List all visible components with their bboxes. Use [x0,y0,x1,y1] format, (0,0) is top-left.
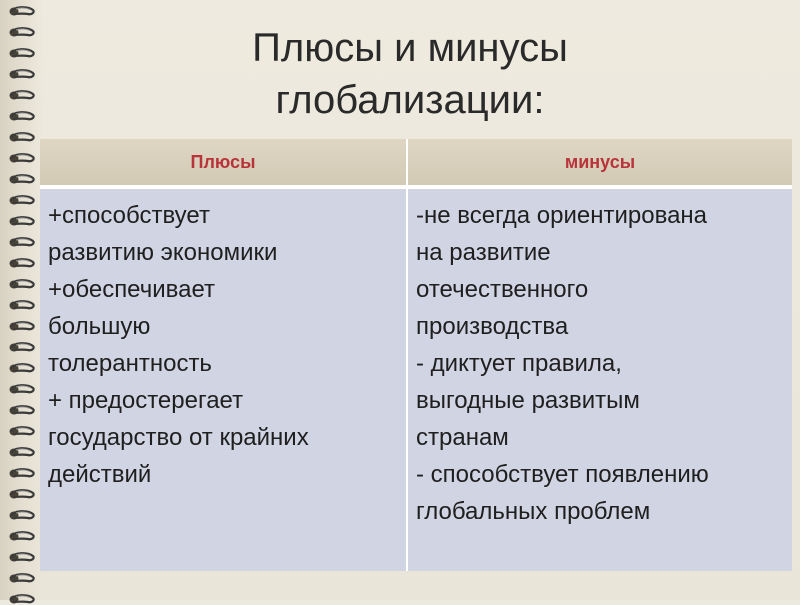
pros-line: +обеспечивает [48,276,216,303]
header-cons: минусы [407,139,792,187]
cons-line: производства [416,313,569,340]
spiral-ring-icon [8,447,36,458]
spiral-ring-icon [8,279,36,290]
spiral-ring-icon [8,426,36,437]
cons-line: отечественного [416,276,589,303]
spiral-ring-icon [8,258,36,269]
cons-line: -не всегда ориентирована [416,202,708,229]
table-header-row [40,139,792,187]
spiral-ring-icon [8,237,36,248]
spiral-ring-icon [8,384,36,395]
spiral-ring-icon [8,153,36,164]
spiral-ring-icon [8,27,36,38]
spiral-ring-icon [8,405,36,416]
spiral-ring-icon [8,552,36,563]
cons-line: - диктует правила, [416,350,622,377]
pros-line: развитию экономики [48,239,278,266]
cons-cell [407,187,792,571]
cons-line: странам [416,424,509,451]
spiral-ring-icon [8,132,36,143]
spiral-ring-icon [8,300,36,311]
cons-line: - способствует появлению [416,461,709,488]
spiral-ring-icon [8,69,36,80]
spiral-ring-icon [8,468,36,479]
table-row [40,187,792,571]
header-pros: Плюсы [40,139,407,187]
pros-line: государство от крайних [48,424,309,451]
spiral-ring-icon [8,342,36,353]
pros-line: действий [48,461,152,488]
spiral-ring-icon [8,531,36,542]
spiral-ring-icon [8,216,36,227]
cons-line: на развитие [416,239,551,266]
spiral-ring-icon [8,111,36,122]
spiral-binding [0,0,44,600]
spiral-ring-icon [8,195,36,206]
spiral-ring-icon [8,510,36,521]
slide-title [60,22,760,126]
spiral-ring-icon [8,489,36,500]
spiral-ring-icon [8,90,36,101]
cons-line: выгодные развитым [416,387,640,414]
pros-line: толерантность [48,350,212,377]
spiral-ring-icon [8,174,36,185]
spiral-ring-icon [8,48,36,59]
pros-cons-table [40,139,792,571]
spiral-ring-icon [8,573,36,584]
pros-line: +способствует [48,202,210,229]
title-line-1: Плюсы и минусы [252,26,568,70]
pros-cell [40,187,407,571]
cons-line: глобальных проблем [416,498,651,525]
title-line-2: глобализации: [275,78,545,122]
pros-line: + предостерегает [48,387,244,414]
pros-line: большую [48,313,151,340]
spiral-ring-icon [8,6,36,17]
spiral-ring-icon [8,321,36,332]
spiral-ring-icon [8,363,36,374]
